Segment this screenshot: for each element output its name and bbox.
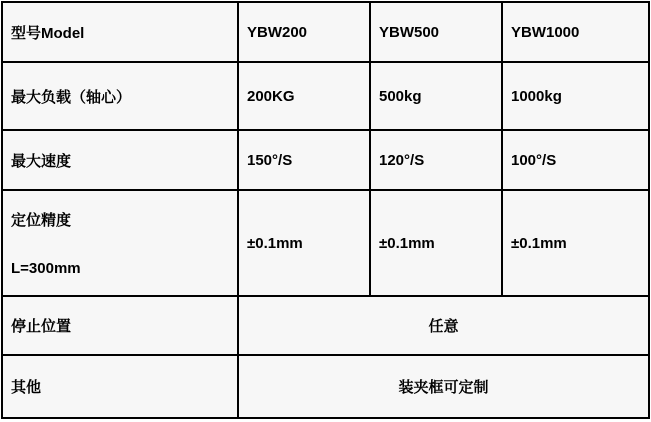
- max-speed-value-2: 120°/S: [370, 130, 502, 190]
- positioning-accuracy-label-line2: L=300mm: [11, 260, 81, 277]
- positioning-accuracy-row-label: [2, 190, 238, 296]
- max-load-value-1: 200KG: [238, 62, 370, 130]
- table-row-max-speed: [2, 130, 649, 190]
- table-row-positioning-accuracy: [2, 190, 649, 296]
- max-load-row-label: 最大负载（轴心）: [2, 62, 238, 130]
- table-row-stop-position: [2, 296, 649, 355]
- table-row-max-load: [2, 62, 649, 130]
- other-merged-value: 装夹框可定制: [238, 355, 649, 418]
- table-row-model: [2, 2, 649, 62]
- model-value-ybw1000: YBW1000: [502, 2, 649, 62]
- model-row-label: 型号Model: [2, 2, 238, 62]
- model-value-ybw200: YBW200: [238, 2, 370, 62]
- table-row-other: [2, 355, 649, 418]
- max-speed-row-label: 最大速度: [2, 130, 238, 190]
- max-load-value-3: 1000kg: [502, 62, 649, 130]
- max-speed-value-3: 100°/S: [502, 130, 649, 190]
- stop-position-row-label: 停止位置: [2, 296, 238, 355]
- spec-table: [1, 1, 650, 419]
- positioning-accuracy-value-2: ±0.1mm: [370, 190, 502, 296]
- stop-position-merged-value: 任意: [238, 296, 649, 355]
- positioning-accuracy-value-3: ±0.1mm: [502, 190, 649, 296]
- model-value-ybw500: YBW500: [370, 2, 502, 62]
- positioning-accuracy-label-line1: 定位精度: [11, 212, 72, 229]
- other-row-label: 其他: [2, 355, 238, 418]
- positioning-accuracy-value-1: ±0.1mm: [238, 190, 370, 296]
- max-speed-value-1: 150°/S: [238, 130, 370, 190]
- max-load-value-2: 500kg: [370, 62, 502, 130]
